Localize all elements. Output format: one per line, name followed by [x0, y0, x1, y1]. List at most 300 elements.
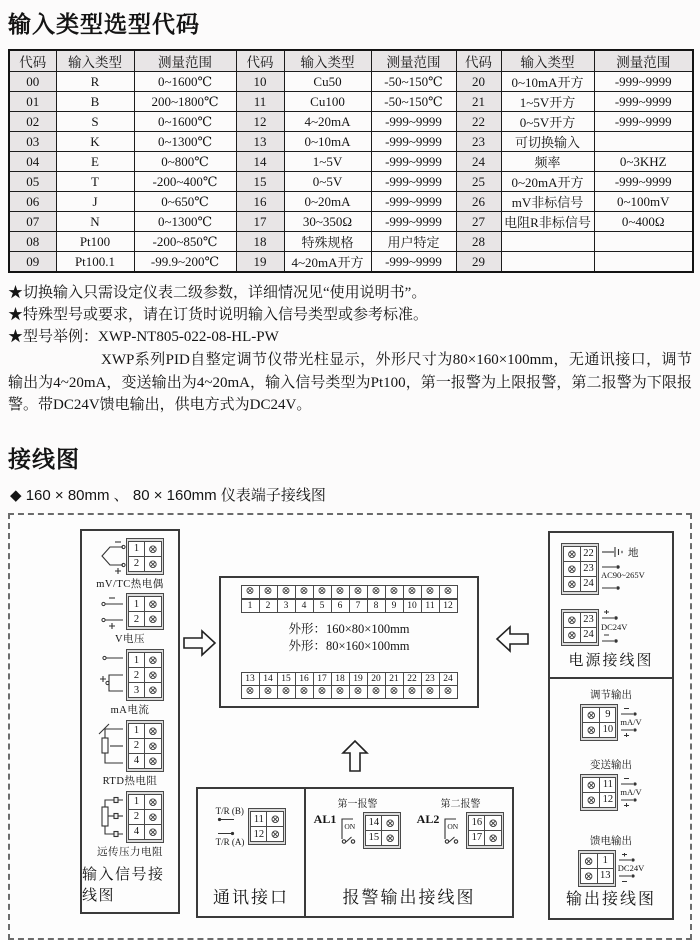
cell: 11	[236, 92, 284, 112]
ground-label: 地	[628, 547, 639, 559]
terminal-number: 8	[367, 599, 386, 613]
alarm2-name: AL2	[416, 811, 440, 826]
cell: 04	[9, 152, 56, 172]
instrument-terminal-box	[219, 576, 479, 708]
terminal-number: 22	[403, 672, 422, 686]
terminal-number: 13	[241, 672, 260, 686]
comm-line-a	[216, 827, 245, 851]
terminal-number: 20	[367, 672, 386, 686]
output-section-transmit	[550, 757, 672, 811]
terminal-number: 14	[259, 672, 278, 686]
terminal-strip-bottom	[221, 672, 477, 699]
terminal-number: 1	[128, 794, 145, 810]
terminal-number: 15	[365, 830, 382, 846]
terminal-number: 11	[421, 599, 440, 613]
cell: 特殊规格	[284, 232, 371, 252]
switch-on-label: ON	[344, 822, 356, 831]
ground-icon	[601, 546, 625, 558]
terminal-number: 4	[128, 824, 145, 840]
terminal-number: 12	[599, 792, 616, 808]
screw-icon: ⊗	[313, 585, 332, 599]
cell: 0~100mV	[594, 192, 693, 212]
col-header: 测量范围	[371, 50, 456, 72]
terminal-block	[466, 812, 504, 849]
screw-icon: ⊗	[381, 830, 399, 846]
note-line: ★型号举例：XWP-NT805-022-08-HL-PW	[8, 329, 279, 345]
terminal-block	[126, 538, 164, 575]
terminal-number: 12	[439, 599, 458, 613]
screw-icon: ⊗	[331, 685, 350, 699]
wire-arrow-icon	[216, 830, 236, 837]
cell: 19	[236, 252, 284, 273]
terminal-number: 16	[295, 672, 314, 686]
screw-icon: ⊗	[367, 585, 386, 599]
alarm2-label: 第二报警	[440, 798, 481, 810]
cell: 28	[456, 232, 501, 252]
cell: 0~20mA	[284, 192, 371, 212]
screw-icon: ⊗	[580, 853, 598, 869]
terminal-number: 11	[250, 811, 267, 827]
output-section-label: 调节输出	[590, 689, 632, 701]
cell: 17	[236, 212, 284, 232]
cell: 06	[9, 192, 56, 212]
wire-arrow-minus-icon	[620, 707, 640, 717]
output-unit-label: DC24V	[617, 863, 645, 873]
output-section-regulate	[550, 687, 672, 741]
screw-icon: ⊗	[259, 685, 278, 699]
cell: -99.9~200℃	[134, 252, 236, 273]
input-group-voltage	[96, 593, 164, 646]
remote-pressure-resistor-symbol	[96, 792, 126, 842]
cell: Cu50	[284, 72, 371, 92]
table-row	[9, 252, 693, 273]
terminal-number: 10	[599, 722, 616, 738]
diamond-bullet-icon: ◆	[10, 486, 22, 504]
cell: 4~20mA	[284, 112, 371, 132]
terminal-block	[126, 593, 164, 630]
cell: 4~20mA开方	[284, 252, 371, 273]
terminal-block	[248, 808, 286, 845]
cell: 10	[236, 72, 284, 92]
cell: -999~9999	[371, 172, 456, 192]
cell: 0~3KHZ	[594, 152, 693, 172]
terminal-number: 23	[421, 672, 440, 686]
relay-switch-icon	[440, 813, 464, 847]
input-group-label: V电压	[114, 634, 146, 646]
cell: 16	[236, 192, 284, 212]
col-header: 代码	[236, 50, 284, 72]
cell: 07	[9, 212, 56, 232]
screw-icon: ⊗	[277, 685, 296, 699]
wire-arrow-minus-icon	[620, 777, 640, 787]
alarm1-label: 第一报警	[337, 798, 378, 810]
input-group-label: RTD热电阻	[102, 775, 158, 787]
terminal-number: 14	[365, 815, 382, 831]
screw-icon: ⊗	[331, 585, 350, 599]
cell: 22	[456, 112, 501, 132]
wire-arrow-minus-icon	[601, 633, 623, 645]
cell	[501, 252, 594, 273]
cell: 0~5V	[284, 172, 371, 192]
cell	[594, 132, 693, 152]
terminal-block	[561, 609, 599, 646]
terminal-number: 23	[580, 561, 597, 577]
terminal-block	[580, 704, 618, 741]
size-line: 外形：160×80×100mm	[288, 621, 410, 636]
wire-arrow-plus-icon	[620, 727, 640, 737]
terminal-number: 2	[128, 611, 145, 627]
section-title-input-codes: 输入类型选型代码	[8, 11, 200, 37]
cell: 09	[9, 252, 56, 273]
size-line: 外形：80×160×100mm	[288, 638, 410, 653]
comm-line-b	[216, 803, 245, 827]
cell: 03	[9, 132, 56, 152]
screw-icon: ⊗	[259, 585, 278, 599]
terminal-number: 16	[468, 815, 485, 831]
terminal-number: 4	[295, 599, 314, 613]
switch-on-label: ON	[447, 822, 459, 831]
cell: Cu100	[284, 92, 371, 112]
terminal-number: 6	[331, 599, 350, 613]
terminal-number: 1	[128, 652, 145, 668]
terminal-strip-top	[221, 585, 477, 613]
cell: 0~1600℃	[134, 72, 236, 92]
alarm-output-box	[304, 787, 514, 918]
cell: -999~9999	[371, 192, 456, 212]
notes-block	[8, 282, 692, 348]
cell: 05	[9, 172, 56, 192]
screw-icon: ⊗	[421, 685, 440, 699]
screw-icon: ⊗	[563, 576, 581, 592]
cell: 0~10mA开方	[501, 72, 594, 92]
cell: -999~9999	[371, 252, 456, 273]
input-group-rtd	[96, 720, 164, 788]
terminal-number: 18	[331, 672, 350, 686]
cell: 用户特定	[371, 232, 456, 252]
screw-icon: ⊗	[385, 585, 404, 599]
cell: -999~9999	[371, 152, 456, 172]
output-section-feed	[550, 833, 672, 887]
cell: E	[56, 152, 134, 172]
terminal-number: 5	[313, 599, 332, 613]
table-row	[9, 152, 693, 172]
cell: J	[56, 192, 134, 212]
terminal-number: 13	[597, 868, 614, 884]
screw-icon: ⊗	[563, 612, 581, 628]
cell: -999~9999	[371, 212, 456, 232]
screw-icon: ⊗	[313, 685, 332, 699]
cell: 1~5V开方	[501, 92, 594, 112]
screw-icon: ⊗	[144, 794, 162, 810]
screw-icon: ⊗	[277, 585, 296, 599]
input-group-thermocouple	[96, 538, 164, 591]
alarm-box-title: 报警输出接线图	[342, 887, 476, 907]
terminal-number: 7	[349, 599, 368, 613]
screw-icon: ⊗	[241, 585, 260, 599]
cell: 14	[236, 152, 284, 172]
terminal-number: 24	[580, 576, 597, 592]
screw-icon: ⊗	[295, 685, 314, 699]
terminal-number: 15	[277, 672, 296, 686]
terminal-block	[126, 720, 164, 772]
terminal-number: 19	[349, 672, 368, 686]
screw-icon: ⊗	[484, 815, 502, 831]
screw-icon: ⊗	[144, 596, 162, 612]
comm-box-title: 通讯接口	[213, 887, 289, 907]
arrow-left-icon	[494, 623, 530, 655]
cell: 01	[9, 92, 56, 112]
arrow-right-icon	[182, 627, 218, 659]
screw-icon: ⊗	[144, 667, 162, 683]
terminal-number: 11	[599, 777, 616, 793]
cell: 可切换输入	[501, 132, 594, 152]
terminal-number: 10	[403, 599, 422, 613]
ac-power-group	[550, 543, 672, 595]
screw-icon: ⊗	[403, 685, 422, 699]
terminal-number: 24	[439, 672, 458, 686]
cell: B	[56, 92, 134, 112]
screw-icon: ⊗	[385, 685, 404, 699]
cell: 0~1600℃	[134, 112, 236, 132]
wire-arrow-icon	[601, 584, 623, 592]
cell: -999~9999	[594, 72, 693, 92]
screw-icon: ⊗	[144, 753, 162, 769]
terminal-number: 4	[128, 753, 145, 769]
cell: -999~9999	[594, 112, 693, 132]
cell: N	[56, 212, 134, 232]
cell: 1~5V	[284, 152, 371, 172]
terminal-block	[578, 850, 616, 887]
cell	[594, 232, 693, 252]
cell: 27	[456, 212, 501, 232]
table-row	[9, 132, 693, 152]
col-header: 输入类型	[56, 50, 134, 72]
input-group-label: 远传压力电阻	[97, 846, 163, 858]
screw-icon: ⊗	[349, 585, 368, 599]
cell: 0~1300℃	[134, 212, 236, 232]
terminal-number: 2	[259, 599, 278, 613]
voltage-wire-symbol	[96, 594, 126, 630]
cell: 频率	[501, 152, 594, 172]
communication-box	[196, 787, 306, 918]
input-group-label: mA电流	[110, 705, 150, 717]
enclosure-sizes	[221, 621, 477, 655]
col-header: 代码	[9, 50, 56, 72]
input-group-current	[96, 649, 164, 717]
terminal-block	[561, 543, 599, 595]
screw-icon: ⊗	[439, 685, 458, 699]
table-header-row	[9, 50, 693, 72]
table-row	[9, 232, 693, 252]
alarm1-name: AL1	[313, 811, 337, 826]
terminal-block	[126, 791, 164, 843]
cell: Pt100.1	[56, 252, 134, 273]
screw-icon: ⊗	[266, 826, 284, 842]
cell: -999~9999	[371, 112, 456, 132]
screw-icon: ⊗	[144, 652, 162, 668]
wire-arrow-plus-icon	[618, 853, 638, 863]
arrow-up-icon	[339, 739, 371, 773]
section-title-wiring: 接线图	[8, 445, 80, 472]
screw-icon: ⊗	[421, 585, 440, 599]
note-line: ★特殊型号或要求，请在订货时说明输入信号类型或参考标准。	[8, 307, 429, 323]
cell: 0~5V开方	[501, 112, 594, 132]
screw-icon: ⊗	[582, 792, 600, 808]
cell: 200~1800℃	[134, 92, 236, 112]
screw-icon: ⊗	[403, 585, 422, 599]
output-section-label: 馈电输出	[590, 835, 632, 847]
cell: 电阻R非标信号	[501, 212, 594, 232]
terminal-number: 17	[313, 672, 332, 686]
output-unit-label: mA/V	[620, 717, 642, 727]
screw-icon: ⊗	[144, 611, 162, 627]
terminal-block	[126, 649, 164, 701]
terminal-number: 1	[128, 596, 145, 612]
cell: 08	[9, 232, 56, 252]
cell: T	[56, 172, 134, 192]
terminal-number: 1	[128, 541, 145, 557]
screw-icon: ⊗	[582, 722, 600, 738]
cell: 21	[456, 92, 501, 112]
screw-icon: ⊗	[582, 777, 600, 793]
cell: 0~20mA开方	[501, 172, 594, 192]
table-row	[9, 172, 693, 192]
power-box-title: 电源接线图	[568, 652, 654, 669]
wiring-subtitle	[10, 484, 692, 505]
cell: 24	[456, 152, 501, 172]
output-section-label: 变送输出	[590, 759, 632, 771]
cell: 0~650℃	[134, 192, 236, 212]
cell	[594, 252, 693, 273]
terminal-number: 22	[580, 546, 597, 562]
table-row	[9, 212, 693, 232]
table-row	[9, 112, 693, 132]
screw-icon: ⊗	[484, 830, 502, 846]
cell: 0~1300℃	[134, 132, 236, 152]
ac-range-label: AC90~265V	[601, 569, 645, 580]
cell: 18	[236, 232, 284, 252]
terminal-number: 12	[250, 826, 267, 842]
screw-icon: ⊗	[439, 585, 458, 599]
screw-icon: ⊗	[266, 811, 284, 827]
screw-icon: ⊗	[582, 707, 600, 723]
wiring-subtitle-text: 160 × 80mm 、 80 × 160mm 仪表端子接线图	[25, 486, 326, 504]
current-wire-symbol	[96, 650, 126, 700]
cell: S	[56, 112, 134, 132]
thermocouple-symbol	[96, 538, 126, 574]
cell: R	[56, 72, 134, 92]
cell: 0~800℃	[134, 152, 236, 172]
cell: -200~850℃	[134, 232, 236, 252]
terminal-number: 3	[277, 599, 296, 613]
cell: 26	[456, 192, 501, 212]
screw-icon: ⊗	[563, 627, 581, 643]
col-header: 测量范围	[134, 50, 236, 72]
cell	[501, 232, 594, 252]
output-unit-label: mA/V	[620, 787, 642, 797]
wiring-diagram	[8, 513, 692, 940]
cell: 0~10mA	[284, 132, 371, 152]
note-line: ★切换输入只需设定仪表二级参数，详细情况见“使用说明书”。	[8, 285, 427, 301]
cell: 29	[456, 252, 501, 273]
wire-arrow-icon	[216, 816, 236, 823]
cell: 20	[456, 72, 501, 92]
col-header: 输入类型	[284, 50, 371, 72]
col-header: 输入类型	[501, 50, 594, 72]
screw-icon: ⊗	[144, 682, 162, 698]
cell: 13	[236, 132, 284, 152]
screw-icon: ⊗	[295, 585, 314, 599]
terminal-number: 2	[128, 667, 145, 683]
output-box-title: 输出接线图	[565, 890, 656, 908]
cell: 00	[9, 72, 56, 92]
terminal-number: 2	[128, 809, 145, 825]
alarm-group-2	[417, 795, 505, 849]
input-group-remote-pressure	[96, 791, 164, 859]
screw-icon: ⊗	[563, 546, 581, 562]
input-signal-box	[80, 529, 180, 914]
dc-power-group	[550, 609, 672, 646]
input-box-title: 输入信号接线图	[82, 867, 165, 905]
cell: -200~400℃	[134, 172, 236, 192]
cell: 23	[456, 132, 501, 152]
comm-line-b-label: T/R (B)	[215, 806, 244, 816]
screw-icon: ⊗	[144, 824, 162, 840]
cell: -999~9999	[371, 132, 456, 152]
cell: 30~350Ω	[284, 212, 371, 232]
screw-icon: ⊗	[580, 868, 598, 884]
relay-switch-icon	[337, 813, 361, 847]
terminal-number: 1	[241, 599, 260, 613]
terminal-number: 9	[599, 707, 616, 723]
table-row	[9, 72, 693, 92]
screw-icon: ⊗	[367, 685, 386, 699]
screw-icon: ⊗	[144, 738, 162, 754]
col-header: 代码	[456, 50, 501, 72]
alarm-group-1	[314, 795, 402, 849]
cell: 02	[9, 112, 56, 132]
cell: -999~9999	[594, 172, 693, 192]
cell: 15	[236, 172, 284, 192]
terminal-block	[580, 774, 618, 811]
terminal-number: 1	[597, 853, 614, 869]
terminal-number: 23	[580, 612, 597, 628]
dc-label: DC24V	[601, 621, 628, 632]
cell: 12	[236, 112, 284, 132]
terminal-number: 21	[385, 672, 404, 686]
cell: mV非标信号	[501, 192, 594, 212]
screw-icon: ⊗	[241, 685, 260, 699]
cell: -50~150℃	[371, 92, 456, 112]
rtd-resistor-symbol	[96, 721, 126, 771]
comm-line-a-label: T/R (A)	[215, 837, 245, 847]
power-box	[548, 531, 674, 679]
cell: 25	[456, 172, 501, 192]
terminal-block	[363, 812, 401, 849]
screw-icon: ⊗	[381, 815, 399, 831]
screw-icon: ⊗	[563, 561, 581, 577]
wire-arrow-plus-icon	[620, 797, 640, 807]
terminal-number: 2	[128, 556, 145, 572]
table-row	[9, 92, 693, 112]
terminal-number: 1	[128, 723, 145, 739]
cell: -50~150℃	[371, 72, 456, 92]
screw-icon: ⊗	[144, 556, 162, 572]
input-group-label: mV/TC热电偶	[96, 578, 164, 590]
model-example-paragraph: XWP系列PID自整定调节仪带光柱显示，外形尺寸为80×160×100mm，无通讯接口，调节输出为4~20mA，变送输出为4~20mA，输入信号类型为Pt100，第一报警为上限报警，第二报警为下限报警。带DC24V馈电输出，供电方式为DC24V。	[8, 352, 692, 413]
terminal-number: 17	[468, 830, 485, 846]
terminal-number: 3	[128, 682, 145, 698]
